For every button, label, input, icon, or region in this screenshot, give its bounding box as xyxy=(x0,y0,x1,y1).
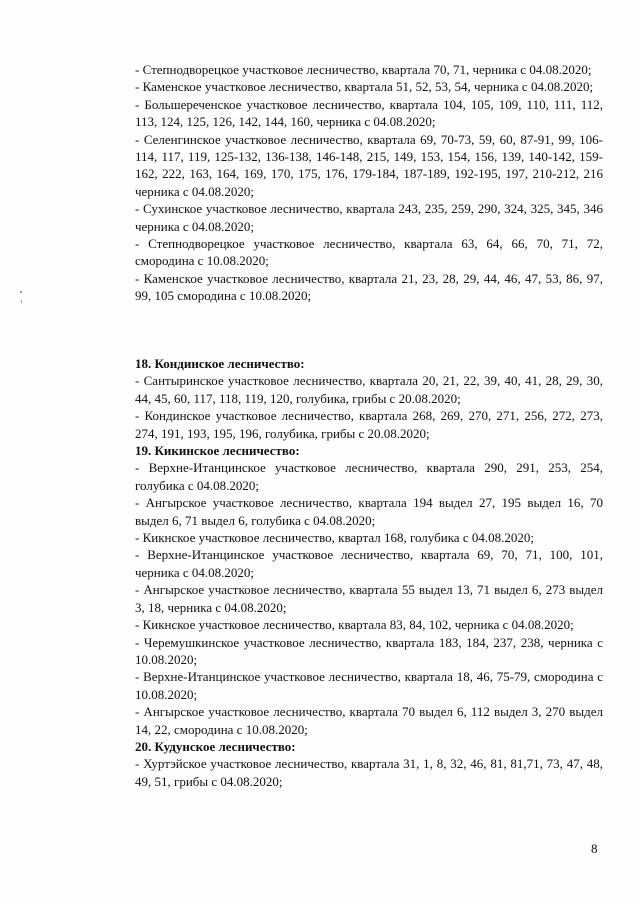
sections-block xyxy=(135,355,603,790)
paragraph: - Верхне-Итанцинское участковое лесничество, квартала 18, 46, 75-79, смородина с 10.08.2020; xyxy=(135,669,603,702)
scan-speck xyxy=(20,291,22,293)
scan-speck xyxy=(21,300,22,303)
paragraph: - Сантыринское участковое лесничество, квартала 20, 21, 22, 39, 40, 41, 28, 29, 30, 44, 45, 60, 117, 118, 119, 120, голубика, грибы с 20.08.2020; xyxy=(135,373,603,406)
paragraph: - Каменское участковое лесничество, квартала 21, 23, 28, 29, 44, 46, 47, 53, 86, 97, 99, 105 смородина с 10.08.2020; xyxy=(135,270,603,304)
paragraph: - Степнодворецкое участковое лесничество, квартала 70, 71, черника с 04.08.2020; xyxy=(135,62,592,77)
paragraph: - Хуртэйское участковое лесничество, квартала 31, 1, 8, 32, 46, 81, 81,71, 73, 47, 48, 49, 51, грибы с 04.08.2020; xyxy=(135,756,603,789)
section-heading: 20. Кудунское лесничество: xyxy=(135,738,296,754)
paragraph: - Ангырское участковое лесничество, квартала 70 выдел 6, 112 выдел 3, 270 выдел 14, 22, смородина с 10.08.2020; xyxy=(135,704,603,737)
paragraph: - Ангырское участковое лесничество, квартала 55 выдел 13, 71 выдел 6, 273 выдел 3, 18, черника с 04.08.2020; xyxy=(135,582,603,615)
paragraph: - Верхне-Итанцинское участковое лесничество, квартала 69, 70, 71, 100, 101, черника с 04.08.2020; xyxy=(135,547,603,580)
paragraph: - Кондинское участковое лесничество, квартала 268, 269, 270, 271, 256, 272, 273, 274, 191, 193, 195, 196, голубика, грибы с 20.08.2020; xyxy=(135,408,603,441)
paragraph: - Каменское участковое лесничество, квартала 51, 52, 53, 54, черника с 04.08.2020; xyxy=(135,79,594,95)
paragraph: - Кикнское участковое лесничество, квартал 168, голубика с 04.08.2020; xyxy=(135,530,534,546)
paragraph: - Ангырское участковое лесничество, квартала 194 выдел 27, 195 выдел 16, 70 выдел 6, 71 выдел 6, голубика с 04.08.2020; xyxy=(135,495,603,528)
section-heading: 19. Кикинское лесничество: xyxy=(135,443,300,459)
paragraph: - Большереченское участковое лесничество, квартала 104, 105, 109, 110, 111, 112, 113, 124, 125, 126, 142, 144, 160, черника с 04.08.2020; xyxy=(135,96,603,130)
paragraph: - Кикнское участковое лесничество, квартала 83, 84, 102, черника с 04.08.2020; xyxy=(135,617,574,633)
section-heading: 18. Кондинское лесничество: xyxy=(135,356,305,371)
paragraph: - Сухинское участковое лесничество, квартала 243, 235, 259, 290, 324, 325, 345, 346 черника с 04.08.2020; xyxy=(135,201,603,234)
page-number: 8 xyxy=(591,841,598,856)
paragraph: - Верхне-Итанцинское участковое лесничество, квартала 290, 291, 253, 254, голубика с 04.08.2020; xyxy=(135,460,603,493)
paragraph: - Черемушкинское участковое лесничество, квартала 183, 184, 237, 238, черника с 10.08.2020; xyxy=(135,634,603,667)
paragraph: - Степнодворецкое участковое лесничество, квартала 63, 64, 66, 70, 71, 72, смородина с 10.08.2020; xyxy=(135,236,603,269)
top-paragraphs xyxy=(135,61,603,305)
paragraph: - Селенгинское участковое лесничество, квартала 69, 70-73, 59, 60, 87-91, 99, 106-114, 117, 119, 125-132, 136-138, 146-148, 215, 149, 153, 154, 156, 139, 140-142, 159-162, 222, 163, 164, 169, 170, 175, 176, 179-184, 187-189, 192-195, 197, 210-212, 216 черника с 04.08.2020; xyxy=(135,131,603,199)
